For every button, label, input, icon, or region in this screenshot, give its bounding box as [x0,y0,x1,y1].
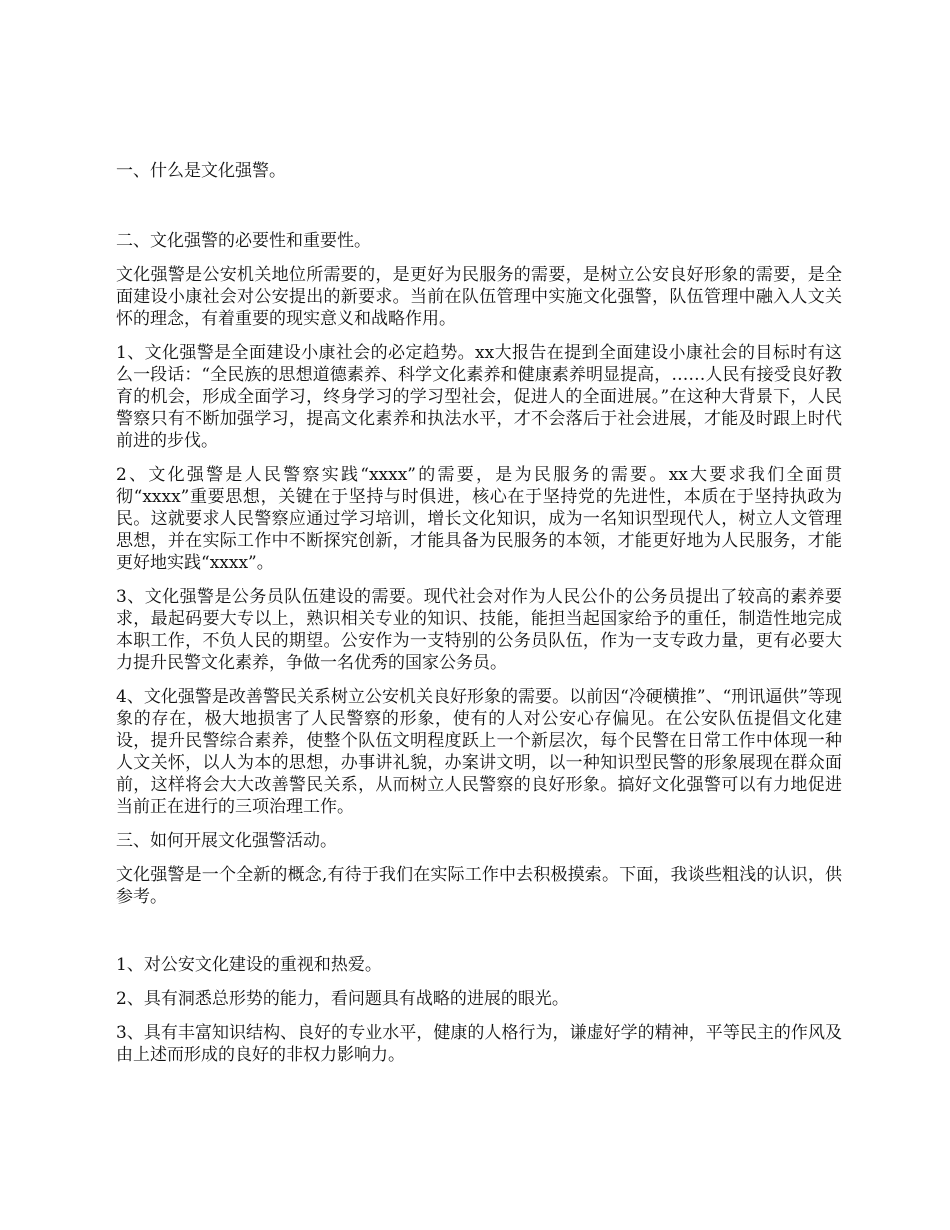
list-item: 3、具有丰富知识结构、良好的专业水平，健康的人格行为，谦虚好学的精神，平等民主的作风及由上述而形成的良好的非权力影响力。 [116,1023,842,1065]
section-heading-2: 二、文化强警的必要性和重要性。 [116,231,371,251]
section-heading-3: 三、如何开展文化强警活动。 [116,831,337,851]
section-heading-1: 一、什么是文化强警。 [116,161,286,181]
list-item: 2、具有洞悉总形势的能力，看问题具有战略的进展的眼光。 [116,989,569,1009]
body-paragraph: 文化强警是公安机关地位所需要的，是更好为民服务的需要，是树立公安良好形象的需要，是全面建设小康社会对公安提出的新要求。当前在队伍管理中实施文化强警，队伍管理中融入人文关怀的理念，有着重要的现实意义和战略作用。 [116,265,842,329]
body-paragraph: 4、文化强警是改善警民关系树立公安机关良好形象的需要。以前因“冷硬横推”、“刑讯逼供”等现象的存在，极大地损害了人民警察的形象，使有的人对公安心存偏见。在公安队伍提倡文化建设，提升民警综合素养，使整个队伍文明程度跃上一个新层次，每个民警在日常工作中体现一种人文关怀，以人为本的思想，办事讲礼貌，办案讲文明，以一种知识型民警的形象展现在群众面前，这样将会大大改善警民关系，从而树立人民警察的良好形象。搞好文化强警可以有力地促进当前正在进行的三项治理工作。 [116,687,842,817]
list-item: 1、对公安文化建设的重视和热爱。 [116,955,382,975]
body-paragraph: 3、文化强警是公务员队伍建设的需要。现代社会对作为人民公仆的公务员提出了较高的素养要求，最起码要大专以上，熟识相关专业的知识、技能，能担当起国家给予的重任，制造性地完成本职工作，不负人民的期望。公安作为一支特别的公务员队伍，作为一支专政力量，更有必要大力提升民警文化素养，争做一名优秀的国家公务员。 [116,587,842,673]
body-paragraph: 2、文化强警是人民警察实践“xxxx”的需要，是为民服务的需要。xx大要求我们全面贯彻“xxxx”重要思想，关键在于坚持与时俱进，核心在于坚持党的先进性，本质在于坚持执政为民。这就要求人民警察应通过学习培训，增长文化知识，成为一名知识型现代人，树立人文管理思想，并在实际工作中不断探究创新，才能具备为民服务的本领，才能更好地为人民服务，才能更好地实践“xxxx”。 [116,465,842,573]
body-paragraph: 文化强警是一个全新的概念,有待于我们在实际工作中去积极摸索。下面，我谈些粗浅的认识，供参考。 [116,865,842,907]
document-body [116,160,842,1078]
body-paragraph: 1、文化强警是全面建设小康社会的必定趋势。xx大报告在提到全面建设小康社会的目标时有这么一段话：“全民族的思想道德素养、科学文化素养和健康素养明显提高，……人民有接受良好教育的机会，形成全面学习，终身学习的学习型社会，促进人的全面进展。”在这种大背景下，人民警察只有不断加强学习，提高文化素养和执法水平，才不会落后于社会进展，才能及时跟上时代前进的步伐。 [116,343,842,451]
